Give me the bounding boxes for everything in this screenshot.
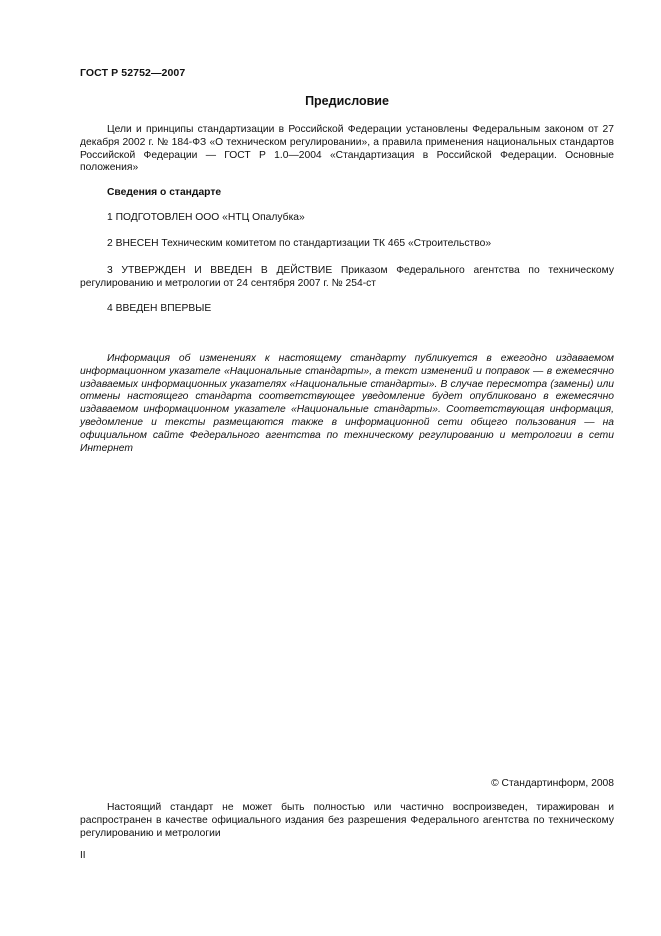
copyright-line: © Стандартинформ, 2008 (491, 778, 614, 789)
page-title: Предисловие (305, 94, 389, 108)
legal-notice: Настоящий стандарт не может быть полностью или частично воспроизведен, тиражирован и распространен в качестве официального издания без разрешения Федерального агентства по техническому регулированию и метрологии (80, 802, 614, 839)
info-item-1: 1 ПОДГОТОВЛЕН ООО «НТЦ Опалубка» (107, 212, 305, 223)
section-subtitle: Сведения о стандарте (107, 187, 222, 198)
info-item-2: 2 ВНЕСЕН Техническим комитетом по стандартизации ТК 465 «Строительство» (107, 238, 492, 249)
info-item-3: 3 УТВЕРЖДЕН И ВВЕДЕН В ДЕЙСТВИЕ Приказом Федерального агентства по техническому регулированию и метрологии от 24 сентября 2007 г. № 254-ст (80, 265, 614, 289)
intro-paragraph: Цели и принципы стандартизации в Российской Федерации установлены Федеральным законом от 27 декабря 2002 г. № 184-ФЗ «О техническом регулировании», а правила применения национальных стандартов Российской Федерации — ГОСТ Р 1.0—2004 «Стандартизация в Российской Федерации. Основные положения» (80, 124, 614, 174)
page-number: II (80, 850, 86, 861)
changes-info-notice: Информация об изменениях к настоящему стандарту публикуется в ежегодно издаваемом информационном указателе «Национальные стандарты», а текст изменений и поправок — в ежемесячно издаваемых информационных указателях «Национальные стандарты». В случае пересмотра (замены) или отмены настоящего стандарта соответствующее уведомление будет опубликовано в ежемесячно издаваемом информационном указателе «Национальные стандарты». Соответствующая информация, уведомление и тексты размещаются также в информационной сети общего пользования — на официальном сайте Федерального агентства по техническому регулированию и метрологии в сети Интернет (80, 353, 614, 454)
info-item-4: 4 ВВЕДЕН ВПЕРВЫЕ (107, 303, 212, 314)
standard-id-header: ГОСТ Р 52752—2007 (80, 67, 186, 79)
